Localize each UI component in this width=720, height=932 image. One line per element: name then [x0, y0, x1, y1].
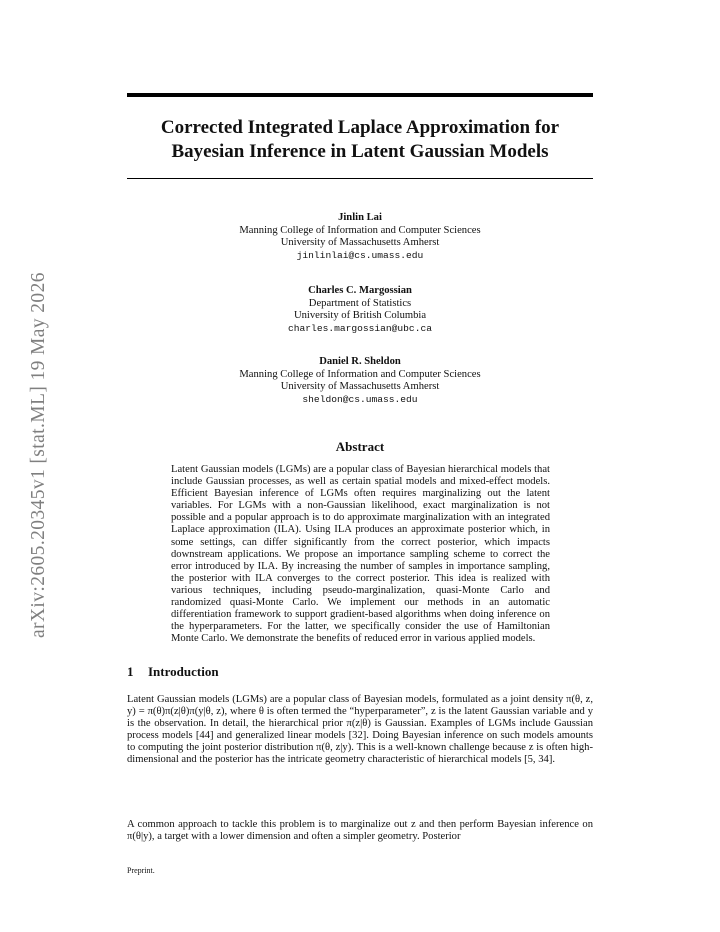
- title-line-1: Corrected Integrated Laplace Approximation for: [160, 117, 560, 138]
- author-affiliation: Department of Statistics: [308, 297, 412, 309]
- author-institution: University of British Columbia: [293, 310, 427, 321]
- author-affiliation: Manning College of Information and Computer Sciences: [239, 368, 481, 380]
- title-top-rule: [127, 93, 593, 97]
- author-institution: University of Massachusetts Amherst: [280, 237, 440, 248]
- section-heading: [127, 664, 219, 680]
- abstract-heading: Abstract: [335, 439, 385, 454]
- author-institution: University of Massachusetts Amherst: [280, 381, 440, 392]
- paper-title: [127, 116, 593, 164]
- author-block: [127, 356, 593, 406]
- author-email[interactable]: charles.margossian@ubc.ca: [288, 322, 432, 334]
- footer-note: Preprint.: [127, 866, 155, 875]
- abstract-text: Latent Gaussian models (LGMs) are a popular class of Bayesian hierarchical models that include Gaussian processes, as well as certain spatial models and mixed-effect models. Efficient Bayesian inference of LGMs often requires marginalizing out the latent variables. For LGMs with a non-Gaussian likelihood, exact marginalization is not possible and a popular approach is to do approximate marginalization with an integrated Laplace approximation (ILA). Using ILA produces an approximate posterior which, in some settings, can differ significantly from the correct posterior, which impacts downstream applications. We propose an importance sampling scheme to correct the error introduced by ILA. By increasing the number of samples in importance sampling, the posterior with ILA converges to the correct posterior. This idea is realized with various techniques, including pseudo-marginalization, quasi-Monte Carlo and randomized quasi-Monte Carlo. We implement our methods in an automatic differentiation framework to support gradient-based algorithms when doing inference on the hyperparameters. For the latter, we specifically consider the use of Hamiltonian Monte Carlo. We demonstrate the benefits of reduced error in various applied models.: [171, 464, 550, 645]
- body-paragraph: Latent Gaussian models (LGMs) are a popular class of Bayesian models, formulated as a joint density π(θ, z, y) = π(θ)π(z|θ)π(y|θ, z), where θ is often termed the “hyperparameter”, z is the latent Gaussian variable and y is the observation. In detail, the hierarchical prior π(z|θ) is Gaussian. Examples of LGMs include Gaussian process models [44] and generalized linear models [32]. Doing Bayesian inference on such models amounts to computing the joint posterior distribution π(θ, z|y). This is a well-known challenge because z is often high-dimensional and the posterior has the intricate geometry characteristic of hierarchical models [5, 34].: [127, 694, 593, 765]
- author-block: [127, 212, 593, 262]
- author-name: Charles C. Margossian: [308, 285, 412, 296]
- section-title: Introduction: [148, 664, 219, 679]
- section-number: 1: [127, 664, 134, 679]
- author-email[interactable]: sheldon@cs.umass.edu: [302, 393, 418, 405]
- title-bottom-rule: [127, 178, 593, 179]
- title-line-2: Bayesian Inference in Latent Gaussian Models: [171, 141, 549, 162]
- author-name: Daniel R. Sheldon: [319, 356, 401, 367]
- author-block: [127, 285, 593, 335]
- arxiv-identifier: arXiv:2605.20345v1 [stat.ML] 19 May 2026: [28, 272, 49, 638]
- body-paragraph: A common approach to tackle this problem is to marginalize out z and then perform Bayesian inference on π(θ|y), a target with a lower dimension and often a simpler geometry. Posterior: [127, 819, 593, 842]
- author-affiliation: Manning College of Information and Computer Sciences: [239, 224, 481, 236]
- author-email[interactable]: jinlinlai@cs.umass.edu: [296, 249, 424, 261]
- author-name: Jinlin Lai: [338, 212, 382, 223]
